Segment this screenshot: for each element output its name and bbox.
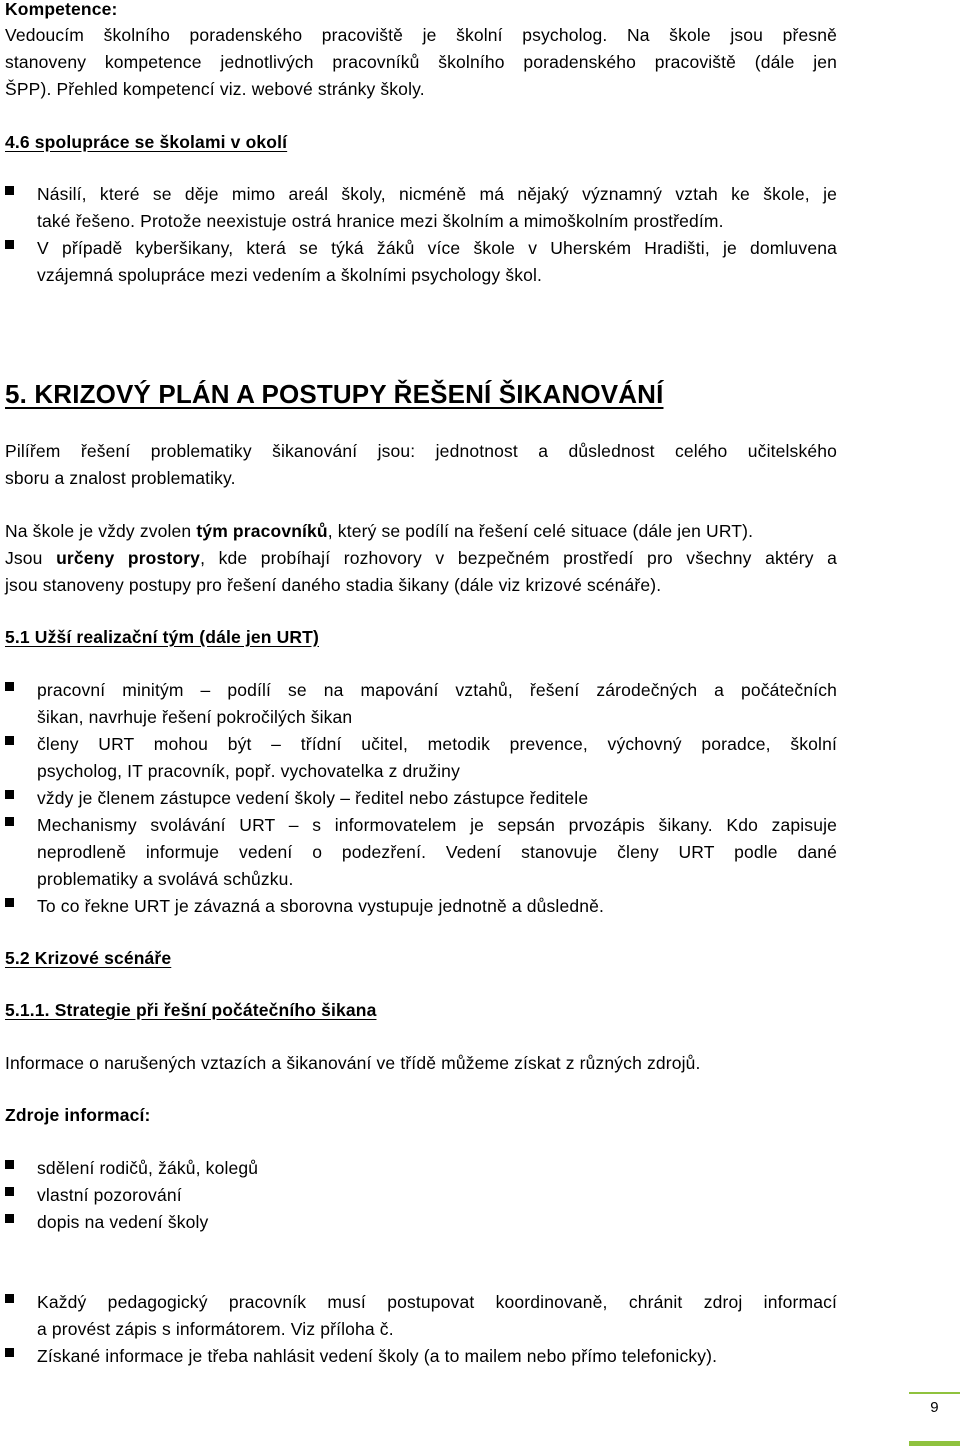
page-number: 9 <box>930 1399 939 1416</box>
s51-bullet-4-line-3: problematiky a svolává schůzku. <box>37 869 294 889</box>
s51-bullet-1-line-1: pracovní minitým – podílí se na mapování vztahů, řešení zárodečných a počátečních <box>37 680 837 700</box>
kompetence-paragraph-line-1: Vedoucím školního poradenského pracoviště je školní psycholog. Na škole jsou přesně <box>5 25 837 45</box>
kompetence-paragraph-line-2: stanoveny kompetence jednotlivých pracovníků školního poradenského pracoviště (dále jen <box>5 52 837 72</box>
s51-bullet-4-line-1: Mechanismy svolávání URT – s informovatelem je sepsán prvozápis šikany. Kdo zapisuje <box>37 815 837 835</box>
s51-bullet-1-line-2: šikan, navrhuje řešení pokročilých šikan <box>37 707 353 727</box>
section-4-6-heading: 4.6 spolupráce se školami v okolí <box>5 132 288 152</box>
zdroje-heading: Zdroje informací: <box>5 1105 151 1125</box>
bullet-marker <box>5 1214 14 1223</box>
bullet-marker <box>5 790 14 799</box>
s51-bullet-2-line-1: členy URT mohou být – třídní učitel, metodik prevence, výchovný poradce, školní <box>37 734 837 754</box>
bullet-marker <box>5 1294 14 1303</box>
section-5-1-heading: 5.1 Užší realizační tým (dále jen URT) <box>5 627 319 647</box>
s46-bullet-2-line-1: V případě kyberšikany, která se týká žáků více škole v Uherském Hradišti, je domluvena <box>37 238 837 258</box>
s5-p2-bold: tým pracovníků <box>196 521 328 541</box>
bullet-marker <box>5 682 14 691</box>
s5-paragraph-1-line-1: Pilířem řešení problematiky šikanování jsou: jednotnost a důslednost celého učitelského <box>5 441 837 461</box>
s5-p3-text-start: Jsou <box>5 548 57 568</box>
s5-paragraph-1-line-2: sboru a znalost problematiky. <box>5 468 236 488</box>
s5-p2-text-start: Na škole je vždy zvolen <box>5 521 197 541</box>
s51-bullet-3: vždy je členem zástupce vedení školy – ředitel nebo zástupce ředitele <box>37 788 589 808</box>
footer-accent-line <box>909 1392 960 1394</box>
s51-bullet-4-line-2: neprodleně informuje vedení o podezření. Vedení stanovuje členy URT podle dané <box>37 842 837 862</box>
s5-paragraph-2 <box>5 518 837 545</box>
s5-paragraph-3 <box>5 545 837 572</box>
s5-p3-bold: určeny prostory <box>56 548 201 568</box>
s511-paragraph: Informace o narušených vztazích a šikanování ve třídě můžeme získat z různých zdrojů. <box>5 1053 701 1073</box>
s46-bullet-1-line-1: Násilí, které se děje mimo areál školy, nicméně má nějaký významný vztah ke škole, je <box>37 184 837 204</box>
zdroje-item-1: sdělení rodičů, žáků, kolegů <box>37 1158 259 1178</box>
bullet-marker <box>5 186 14 195</box>
kompetence-paragraph-line-3: ŠPP). Přehled kompetencí viz. webové stránky školy. <box>5 79 425 99</box>
k-bullet-1-line-2: a provést zápis s informátorem. Viz příloha č. <box>37 1319 394 1339</box>
section-5-2-heading: 5.2 Krizové scénáře <box>5 948 172 968</box>
zdroje-item-3: dopis na vedení školy <box>37 1212 209 1232</box>
s5-p3-text-end: , kde probíhají rozhovory v bezpečném prostředí pro všechny aktéry a <box>200 548 838 568</box>
bullet-marker <box>5 1348 14 1357</box>
zdroje-item-2: vlastní pozorování <box>37 1185 182 1205</box>
bullet-marker <box>5 1187 14 1196</box>
s5-paragraph-4: jsou stanoveny postupy pro řešení daného stadia šikany (dále viz krizové scénáře). <box>5 575 662 595</box>
s51-bullet-2-line-2: psycholog, IT pracovník, popř. vychovatelka z družiny <box>37 761 460 781</box>
k-bullet-1-line-1: Každý pedagogický pracovník musí postupovat koordinovaně, chránit zdroj informací <box>37 1292 837 1312</box>
bullet-marker <box>5 1160 14 1169</box>
s46-bullet-1-line-2: také řešeno. Protože neexistuje ostrá hranice mezi školním a mimoškolním prostředím. <box>37 211 724 231</box>
s5-p2-text-end: , který se podílí na řešení celé situace (dále jen URT). <box>327 521 754 541</box>
s51-bullet-5: To co řekne URT je závazná a sborovna vystupuje jednotně a důsledně. <box>37 896 604 916</box>
footer-accent-bar <box>909 1441 960 1446</box>
section-5-heading: 5. KRIZOVÝ PLÁN A POSTUPY ŘEŠENÍ ŠIKANOVÁNÍ <box>5 379 664 409</box>
bullet-marker <box>5 736 14 745</box>
bullet-marker <box>5 240 14 249</box>
bullet-marker <box>5 817 14 826</box>
section-5-1-1-heading: 5.1.1. Strategie při řešní počátečního šikana <box>5 1000 377 1020</box>
kompetence-heading: Kompetence: <box>5 0 118 19</box>
k-bullet-2: Získané informace je třeba nahlásit vedení školy (a to mailem nebo přímo telefonicky). <box>37 1346 718 1366</box>
s46-bullet-2-line-2: vzájemná spolupráce mezi vedením a školními psychology škol. <box>37 265 543 285</box>
bullet-marker <box>5 898 14 907</box>
